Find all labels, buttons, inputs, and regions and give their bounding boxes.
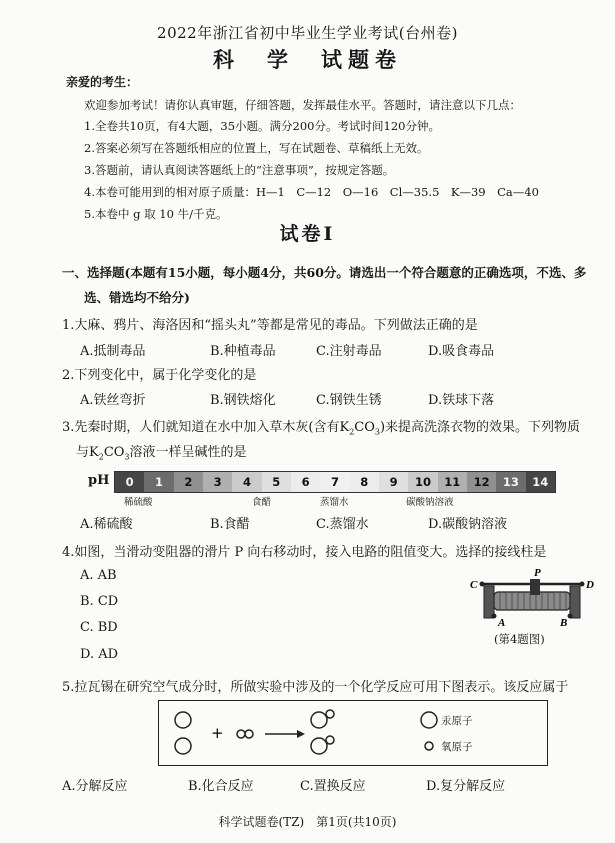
q1-option-c: C.注射毒品 <box>316 344 382 359</box>
q2-option-c: C.钢铁生锈 <box>316 393 382 408</box>
rheostat-left-stand <box>484 586 494 618</box>
note-item-4: 4.本卷可能用到的相对原子质量：H—1 C—12 O—16 Cl—35.5 K—39 Ca—40 <box>84 185 539 199</box>
exam-subtitle: 科 学 试题卷 <box>213 47 402 72</box>
section-title: 试卷Ⅰ <box>279 223 336 245</box>
ph-cell-3: 3 <box>203 472 232 492</box>
q5-reaction-diagram <box>158 700 548 766</box>
reaction-arrow-head <box>297 730 305 738</box>
note-item-5: 5.本卷中 g 取 10 牛/千克。 <box>84 207 228 221</box>
ph-cell-10: 10 <box>408 472 437 492</box>
terminal-d <box>580 582 585 587</box>
q1-option-a: A.抵制毒品 <box>80 344 146 359</box>
label-d: D <box>586 579 594 591</box>
greeting: 亲爱的考生： <box>66 75 139 89</box>
section-instruction-2: 选、错选均不给分) <box>84 290 190 305</box>
ph-cell-13: 13 <box>496 472 525 492</box>
ph-cell-14: 14 <box>526 472 555 492</box>
ph-cell-6: 6 <box>291 472 320 492</box>
q3-option-d: D.碳酸钠溶液 <box>428 517 508 532</box>
q4-option-a: A. AB <box>80 568 117 583</box>
q3-option-c: C.蒸馏水 <box>316 517 369 532</box>
ph-marker-sulfuric: 稀硫酸 <box>124 497 153 508</box>
reactant-oxygen-atom-1 <box>237 730 245 738</box>
q4-option-d: D. AD <box>80 647 119 662</box>
ph-marker-sodium-carbonate: 碳酸钠溶液 <box>406 497 454 508</box>
reactant-oxygen-atom-2 <box>245 730 253 738</box>
terminal-b <box>568 614 573 619</box>
q3-option-a: A.稀硫酸 <box>80 517 133 532</box>
q5-option-b: B.化合反应 <box>188 779 254 794</box>
legend-oxygen-atom <box>425 742 433 750</box>
product-oxygen-atom-1 <box>326 710 334 718</box>
product-mercury-atom-2 <box>311 738 327 754</box>
ph-cell-4: 4 <box>232 472 261 492</box>
notes-intro: 欢迎参加考试！请你认真审题，仔细答题，发挥最佳水平。答题时，请注意以下几点： <box>84 98 521 112</box>
ph-cell-5: 5 <box>262 472 291 492</box>
ph-marker-vinegar: 食醋 <box>252 497 272 508</box>
ph-scale <box>114 471 556 493</box>
label-p: P <box>534 567 541 579</box>
product-oxygen-atom-2 <box>326 736 334 744</box>
q2-option-a: A.铁丝弯折 <box>80 393 146 408</box>
page-footer: 科学试题卷(TZ) 第1页(共10页) <box>218 815 397 829</box>
reactant-mercury-atom-2 <box>175 738 191 754</box>
ph-cell-8: 8 <box>350 472 379 492</box>
ph-cell-12: 12 <box>467 472 496 492</box>
legend-mercury-label: 汞原子 <box>441 715 473 727</box>
q3-option-b: B.食醋 <box>210 517 250 532</box>
q3-stem-line2: 与$K_2CO_3$溶液一样呈碱性的是 <box>76 445 247 462</box>
ph-cell-7: 7 <box>320 472 349 492</box>
note-item-3: 3.答题前，请认真阅读答题纸上的“注意事项”，按规定答题。 <box>84 163 395 177</box>
ph-label: pH <box>88 473 110 488</box>
q2-option-b: B.钢铁熔化 <box>210 393 276 408</box>
legend-oxygen-label: 氧原子 <box>441 741 473 753</box>
reactant-mercury-atom-1 <box>175 712 191 728</box>
note-item-1: 1.全卷共10页，有4大题，35小题。满分200分。考试时间120分钟。 <box>84 119 440 133</box>
ph-marker-water: 蒸馏水 <box>320 497 349 508</box>
q1-stem: 1.大麻、鸦片、海洛因和“摇头丸”等都是常见的毒品。下列做法正确的是 <box>62 318 478 333</box>
label-a: A <box>498 617 506 628</box>
rheostat-slider <box>530 579 540 595</box>
legend-mercury-atom <box>421 712 437 728</box>
exam-title: 2022年浙江省初中毕业生学业考试(台州卷) <box>157 24 458 42</box>
q5-option-d: D.复分解反应 <box>426 779 506 794</box>
section-instruction-1: 一、选择题(本题有15小题，每小题4分，共60分。请选出一个符合题意的正确选项，不选、多 <box>62 265 587 280</box>
q2-stem: 2.下列变化中，属于化学变化的是 <box>62 368 257 383</box>
rheostat-figure <box>468 566 598 628</box>
note-item-2: 2.答案必须写在答题纸相应的位置上，写在试题卷、草稿纸上无效。 <box>84 141 429 155</box>
rheostat-right-stand <box>570 586 580 618</box>
terminal-a <box>492 614 497 619</box>
q5-stem: 5.拉瓦锡在研究空气成分时，所做实验中涉及的一个化学反应可用下图表示。该反应属于 <box>62 680 569 695</box>
label-c: C <box>470 579 478 591</box>
ph-cell-2: 2 <box>174 472 203 492</box>
q4-option-b: B. CD <box>80 594 119 609</box>
product-mercury-atom-1 <box>311 712 327 728</box>
q4-stem: 4.如图，当滑动变阻器的滑片 P 向右移动时，接入电路的阻值变大。选择的接线柱是 <box>62 545 547 560</box>
q1-option-d: D.吸食毒品 <box>428 344 495 359</box>
plus-sign: + <box>211 724 224 742</box>
q1-option-b: B.种植毒品 <box>210 344 276 359</box>
ph-cell-9: 9 <box>379 472 408 492</box>
ph-cell-0: 0 <box>115 472 144 492</box>
ph-cell-1: 1 <box>144 472 173 492</box>
q4-option-c: C. BD <box>80 620 118 635</box>
q5-option-a: A.分解反应 <box>62 779 128 794</box>
terminal-c <box>480 582 485 587</box>
q3-stem: 3.先秦时期，人们就知道在水中加入草木灰(含有$K_2CO_3$)来提高洗涤衣物的效果。下列物质 <box>62 420 581 437</box>
label-b: B <box>560 617 568 628</box>
q4-figure-caption: (第4题图) <box>494 632 545 646</box>
q2-option-d: D.铁球下落 <box>428 393 495 408</box>
q5-option-c: C.置换反应 <box>300 779 366 794</box>
ph-cell-11: 11 <box>438 472 467 492</box>
